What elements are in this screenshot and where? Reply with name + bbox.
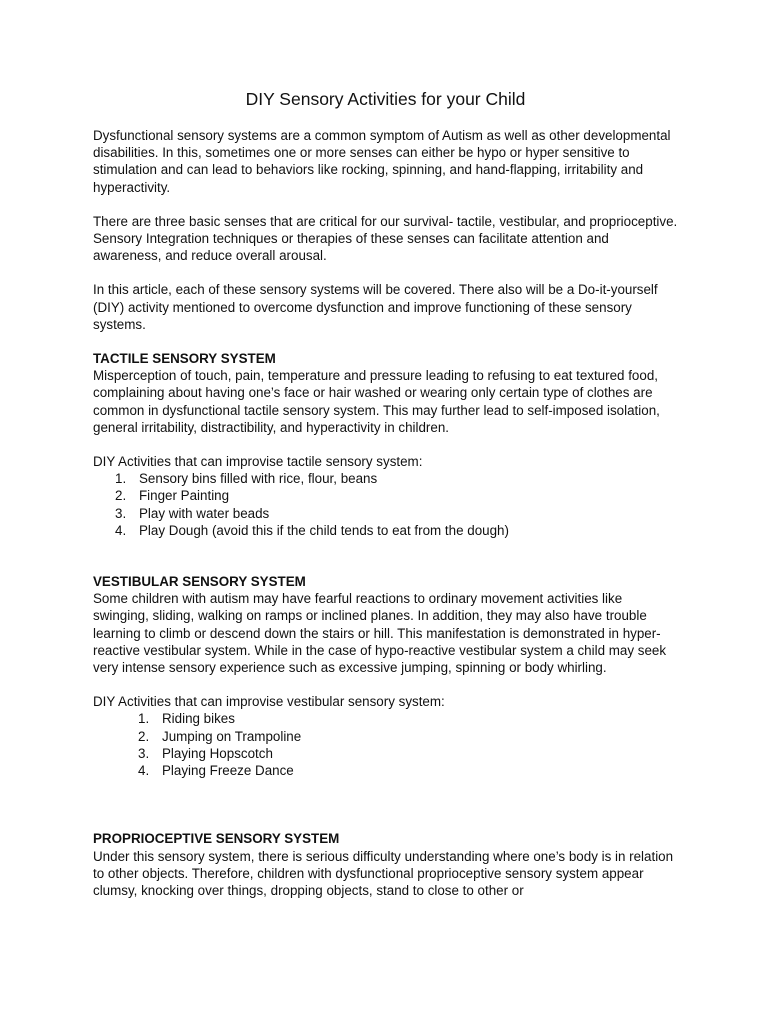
intro-paragraph-2: There are three basic senses that are critical for our survival- tactile, vestibular, and proprioceptive. Sensory Integration techniques or therapies of these senses can facilitate attention and awareness, and reduce overall arousal. (93, 213, 678, 264)
section-spacer (93, 539, 678, 573)
list-item (93, 745, 678, 762)
list-item-number: 1. (138, 711, 150, 727)
list-item-text: Jumping on Trampoline (162, 728, 302, 744)
list-item (93, 728, 678, 745)
document-title: DIY Sensory Activities for your Child (245, 89, 526, 109)
list-item-number: 1. (115, 471, 127, 487)
list-item (93, 762, 678, 779)
list-item-number: 3. (115, 505, 127, 521)
list-item-text: Riding bikes (162, 711, 235, 727)
tactile-list-intro: DIY Activities that can improvise tactile sensory system: (93, 454, 423, 470)
list-item (93, 505, 678, 522)
intro-paragraph-3: In this article, each of these sensory systems will be covered. There also will be a Do-it-yourself (DIY) activity mentioned to overcome dysfunction and improve functioning of these sensory systems. (93, 282, 658, 332)
list-item-number: 2. (138, 728, 150, 744)
vestibular-list-intro: DIY Activities that can improvise vestibular sensory system: (93, 694, 445, 710)
list-item-text: Play with water beads (139, 505, 270, 521)
tactile-body: Misperception of touch, pain, temperature and pressure leading to refusing to eat textured food, complaining about having one’s face or hair washed or wearing only certain type of clothes are common in dysfunctional tactile sensory system. This may further lead to self-imposed isolation, general irritability, distractibility, and hyperactivity in children. (93, 368, 660, 435)
vestibular-heading: VESTIBULAR SENSORY SYSTEM (93, 574, 306, 590)
list-item (93, 710, 678, 727)
list-item-number: 4. (138, 763, 150, 779)
list-item (93, 470, 678, 487)
proprioceptive-heading: PROPRIOCEPTIVE SENSORY SYSTEM (93, 831, 340, 847)
list-item-number: 3. (138, 745, 150, 761)
list-item-number: 4. (115, 522, 127, 538)
list-item (93, 522, 678, 539)
list-item-text: Finger Painting (139, 488, 230, 504)
section-spacer (93, 779, 678, 830)
proprioceptive-body: Under this sensory system, there is serious difficulty understanding where one’s body is in relation to other objects. Therefore, children with dysfunctional proprioceptive sensory system appear clumsy, knocking over things, dropping objects, stand to close to other or (93, 848, 674, 898)
vestibular-activity-list (93, 710, 678, 779)
document-content (93, 88, 678, 916)
intro-paragraph-1: Dysfunctional sensory systems are a common symptom of Autism as well as other developmental disabilities. In this, sometimes one or more senses can either be hypo or hyper sensitive to stimulation and can lead to behaviors like rocking, spinning, and hand-flapping, irritability and hyperactivity. (93, 128, 671, 195)
list-item-text: Playing Hopscotch (162, 745, 273, 761)
list-item-text: Sensory bins filled with rice, flour, beans (139, 471, 378, 487)
vestibular-body: Some children with autism may have fearful reactions to ordinary movement activities like swinging, sliding, walking on ramps or inclined planes. In addition, they may also have trouble learning to climb or descend down the stairs or hill. This manifestation is demonstrated in hyper-reactive vestibular system. While in the case of hypo-reactive vestibular system a child may seek very intense sensory experience such as excessive jumping, spinning or body whirling. (93, 591, 667, 676)
list-item-number: 2. (115, 488, 127, 504)
tactile-activity-list (93, 470, 678, 539)
tactile-heading: TACTILE SENSORY SYSTEM (93, 351, 276, 367)
list-item-text: Play Dough (avoid this if the child tends to eat from the dough) (139, 522, 509, 538)
list-item (93, 487, 678, 504)
list-item-text: Playing Freeze Dance (162, 763, 294, 779)
